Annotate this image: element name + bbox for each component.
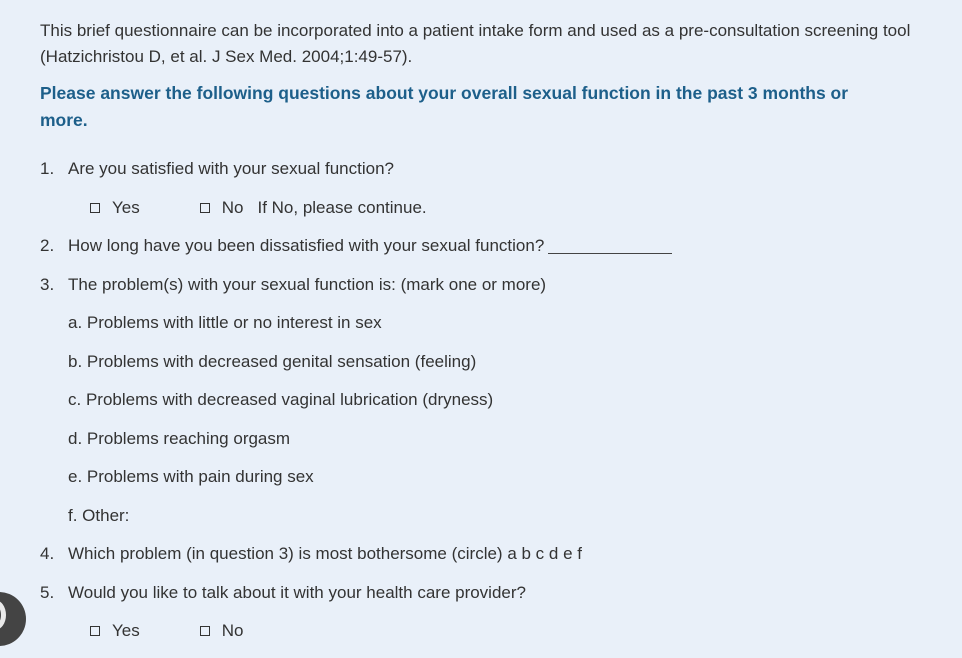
question-text: How long have you been dissatisfied with your sexual function? — [68, 236, 545, 256]
checkbox-icon[interactable] — [90, 626, 100, 636]
avatar-glyph-icon — [0, 600, 6, 630]
question-text: Which problem (in question 3) is most bothersome (circle) a b c d e f — [68, 544, 582, 564]
q3-item-b[interactable]: b. Problems with decreased genital sensation (feeling) — [68, 351, 477, 371]
checkbox-icon[interactable] — [90, 203, 100, 213]
option-label: No — [221, 197, 244, 217]
question-2 — [40, 227, 932, 266]
question-text: Would you like to talk about it with your health care provider? — [68, 582, 526, 602]
option-label: Yes — [112, 197, 140, 217]
q3-item-c[interactable]: c. Problems with decreased vaginal lubrication (dryness) — [68, 390, 494, 410]
option-label: Yes — [112, 621, 140, 641]
question-number: 4. — [40, 544, 55, 564]
q3-item-e[interactable]: e. Problems with pain during sex — [68, 467, 314, 487]
q5-no-option[interactable] — [200, 621, 244, 641]
option-label: No — [221, 621, 244, 641]
question-1-options — [40, 189, 932, 228]
question-1 — [40, 150, 932, 189]
question-number: 2. — [40, 236, 55, 256]
q3-item-d[interactable]: d. Problems reaching orgasm — [68, 428, 291, 448]
q1-yes-option[interactable] — [90, 198, 140, 218]
question-number: 3. — [40, 274, 55, 294]
intro-text: This brief questionnaire can be incorporated into a patient intake form and used as a pre-consultation screening tool (Hatzichristou D, et al. J Sex Med. 2004;1:49-57). — [40, 21, 911, 66]
q5-yes-option[interactable] — [90, 621, 140, 641]
question-5-options — [40, 612, 932, 651]
checkbox-icon[interactable] — [200, 203, 210, 213]
question-5 — [40, 574, 932, 613]
question-number: 1. — [40, 159, 55, 179]
instruction-heading: Please answer the following questions about your overall sexual function in the past 3 months or more. — [40, 83, 849, 130]
q3-item-a[interactable]: a. Problems with little or no interest in sex — [68, 313, 382, 333]
question-number: 5. — [40, 582, 55, 602]
q1-no-option[interactable] — [200, 198, 427, 218]
question-text: Are you satisfied with your sexual function? — [68, 159, 395, 179]
question-3 — [40, 266, 932, 305]
answer-blank-line[interactable] — [548, 239, 672, 254]
question-4 — [40, 535, 932, 574]
q3-item-f[interactable]: f. Other: — [68, 505, 130, 525]
question-text: The problem(s) with your sexual function is: (mark one or more) — [68, 274, 547, 294]
checkbox-icon[interactable] — [200, 626, 210, 636]
option-note: If No, please continue. — [257, 197, 427, 217]
